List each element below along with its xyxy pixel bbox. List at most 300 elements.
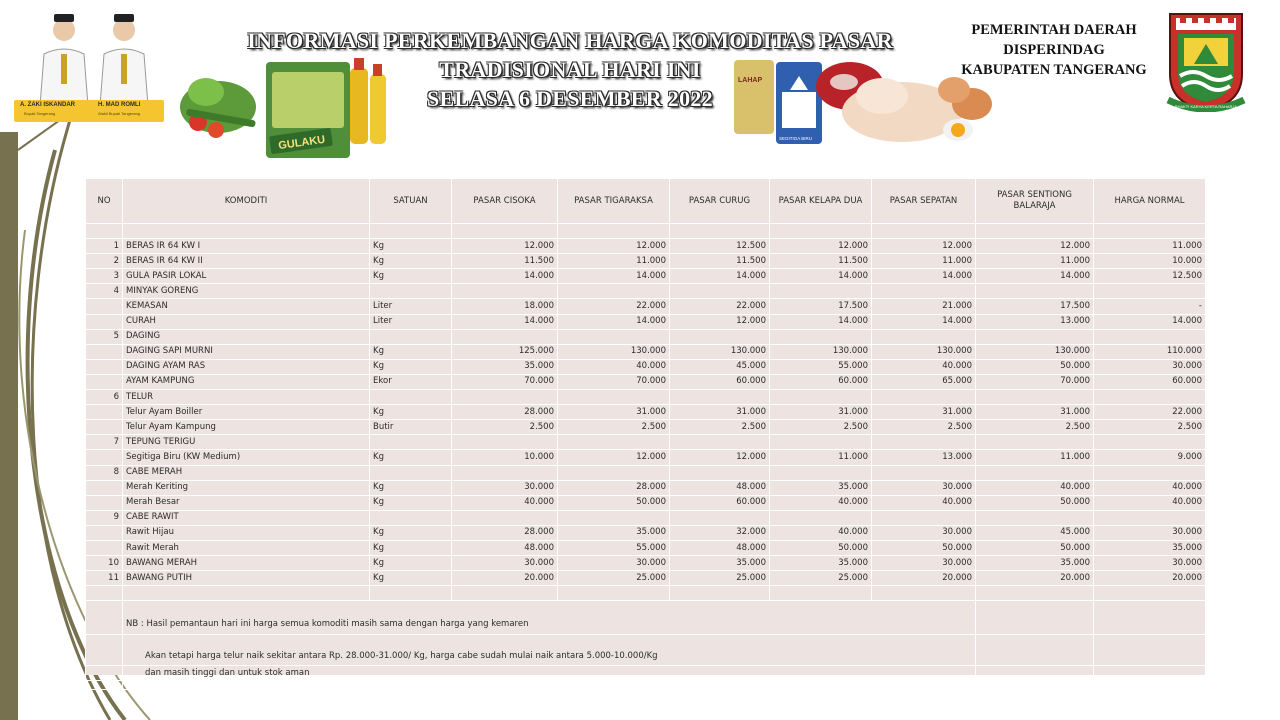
table-cell: 10.000 [1094, 254, 1206, 269]
table-cell: 60.000 [670, 374, 770, 389]
table-cell [1094, 284, 1206, 299]
table-cell: 12.000 [976, 239, 1094, 254]
table-cell: KEMASAN [123, 299, 370, 314]
table-cell [558, 435, 670, 450]
table-cell [670, 284, 770, 299]
table-cell: 45.000 [670, 359, 770, 374]
emblem-motto: BHAKTI KARYA KERTA RAHARJA [1174, 104, 1238, 109]
title-line-2: TRADISIONAL HARI INI [439, 57, 701, 82]
table-cell: 125.000 [452, 344, 558, 359]
table-row [86, 359, 1206, 374]
table-cell: 12.000 [770, 239, 872, 254]
table-cell: 31.000 [558, 405, 670, 420]
table-cell [976, 224, 1094, 239]
official-role-1: Bupati Tangerang [24, 111, 56, 116]
table-cell: 14.000 [558, 269, 670, 284]
table-cell: 12.500 [1094, 269, 1206, 284]
note-text: NB : Hasil pemantaun hari ini harga semua komoditi masih sama dengan harga yang kemaren [123, 601, 976, 635]
table-row [86, 420, 1206, 435]
table-cell [770, 390, 872, 405]
table-cell [872, 224, 976, 239]
table-cell [452, 681, 558, 690]
table-cell [123, 224, 370, 239]
table-row [86, 681, 1206, 690]
column-header: NO [86, 179, 123, 224]
table-cell: 11.000 [558, 254, 670, 269]
table-cell [770, 510, 872, 525]
flour-brand-label: SEGITIGA BIRU [779, 136, 813, 141]
table-cell: 14.000 [976, 269, 1094, 284]
table-cell: 35.000 [1094, 540, 1206, 555]
table-cell: 10.000 [452, 450, 558, 465]
table-cell [370, 465, 452, 480]
table-cell: Kg [370, 540, 452, 555]
table-cell: 8 [86, 465, 123, 480]
table-cell [976, 390, 1094, 405]
table-cell: 2.500 [670, 420, 770, 435]
table-cell: 12.000 [558, 239, 670, 254]
column-header: HARGA NORMAL [1094, 179, 1206, 224]
table-row [86, 299, 1206, 314]
table-cell: 14.000 [770, 269, 872, 284]
table-cell: Kg [370, 450, 452, 465]
table-cell: AYAM KAMPUNG [123, 374, 370, 389]
gov-line-3: KABUPATEN TANGERANG [961, 62, 1147, 78]
table-row [86, 540, 1206, 555]
note-spacer-cell [86, 601, 123, 635]
table-cell: 2.500 [558, 420, 670, 435]
column-header: PASAR SENTIONG BALARAJA [976, 179, 1094, 224]
table-cell [1094, 390, 1206, 405]
table-cell: Liter [370, 299, 452, 314]
table-cell: BERAS IR 64 KW I [123, 239, 370, 254]
table-cell [370, 224, 452, 239]
note-spacer-cell [1094, 601, 1206, 635]
table-cell: 130.000 [976, 344, 1094, 359]
table-cell [558, 284, 670, 299]
table-cell [670, 586, 770, 601]
table-cell: 2.500 [976, 420, 1094, 435]
table-cell: Kg [370, 405, 452, 420]
table-cell [670, 390, 770, 405]
table-cell: Telur Ayam Boiller [123, 405, 370, 420]
table-row [86, 405, 1206, 420]
table-cell [670, 435, 770, 450]
table-row [86, 571, 1206, 586]
column-header: SATUAN [370, 179, 452, 224]
table-row [86, 329, 1206, 344]
table-cell [452, 465, 558, 480]
table-cell: 130.000 [872, 344, 976, 359]
table-cell [452, 586, 558, 601]
sugar-brand-label: GULAKU [277, 133, 326, 153]
rice-brand-label: LAHAP [738, 77, 763, 84]
table-cell: 35.000 [976, 556, 1094, 571]
table-cell [770, 681, 872, 690]
table-cell [86, 540, 123, 555]
note-spacer-cell [976, 601, 1094, 635]
table-cell: 14.000 [670, 269, 770, 284]
table-cell: 18.000 [452, 299, 558, 314]
table-cell: 14.000 [1094, 314, 1206, 329]
table-cell: 7 [86, 435, 123, 450]
table-cell: 65.000 [872, 374, 976, 389]
table-cell [86, 359, 123, 374]
table-cell [452, 435, 558, 450]
table-cell [976, 435, 1094, 450]
table-cell [370, 586, 452, 601]
table-cell [976, 586, 1094, 601]
table-cell: 12.500 [670, 239, 770, 254]
table-cell [558, 390, 670, 405]
table-cell: Merah Besar [123, 495, 370, 510]
table-cell: 2.500 [770, 420, 872, 435]
commodity-price-table [85, 178, 1206, 690]
table-cell [1094, 329, 1206, 344]
table-cell: 11 [86, 571, 123, 586]
table-cell: 25.000 [558, 571, 670, 586]
table-cell: 12.000 [558, 450, 670, 465]
table-row [86, 525, 1206, 540]
table-cell: 40.000 [1094, 495, 1206, 510]
table-cell: 25.000 [770, 571, 872, 586]
table-cell [976, 284, 1094, 299]
table-cell: - [1094, 299, 1206, 314]
table-cell [370, 329, 452, 344]
table-cell: 10 [86, 556, 123, 571]
table-cell: 32.000 [670, 525, 770, 540]
note-spacer-cell [86, 666, 123, 681]
table-cell: 12.000 [452, 239, 558, 254]
official-name-2: H. MAD ROMLI [98, 102, 141, 108]
table-cell: 40.000 [976, 480, 1094, 495]
table-cell: 60.000 [670, 495, 770, 510]
table-cell: 50.000 [872, 540, 976, 555]
table-cell [123, 586, 370, 601]
table-cell [370, 435, 452, 450]
table-cell [86, 299, 123, 314]
kabupaten-tangerang-emblem-icon [1164, 8, 1248, 112]
gov-line-2: DISPERINDAG [1003, 42, 1105, 58]
table-cell: 35.000 [770, 556, 872, 571]
table-cell [670, 329, 770, 344]
table-cell: 50.000 [976, 359, 1094, 374]
table-cell: BERAS IR 64 KW II [123, 254, 370, 269]
table-cell: 11.500 [452, 254, 558, 269]
table-cell [86, 480, 123, 495]
table-cell [770, 465, 872, 480]
table-cell [976, 681, 1094, 690]
table-cell: 14.000 [452, 269, 558, 284]
table-cell: 2.500 [452, 420, 558, 435]
title-line-1: INFORMASI PERKEMBANGAN HARGA KOMODITAS PASAR [247, 28, 893, 53]
column-header: PASAR CISOKA [452, 179, 558, 224]
table-cell: 40.000 [770, 525, 872, 540]
table-cell: 6 [86, 390, 123, 405]
table-cell: 60.000 [1094, 374, 1206, 389]
note-row [86, 666, 1206, 681]
table-cell: 11.500 [770, 254, 872, 269]
table-cell [370, 681, 452, 690]
table-cell: 50.000 [976, 495, 1094, 510]
table-cell: 70.000 [558, 374, 670, 389]
table-cell: 20.000 [976, 571, 1094, 586]
table-cell: 20.000 [1094, 571, 1206, 586]
table-cell [558, 329, 670, 344]
table-cell: 17.500 [770, 299, 872, 314]
table-cell: 22.000 [1094, 405, 1206, 420]
table-cell [370, 390, 452, 405]
table-cell [452, 284, 558, 299]
table-cell [1094, 465, 1206, 480]
note-text: Akan tetapi harga telur naik sekitar antara Rp. 28.000-31.000/ Kg, harga cabe sudah mulai naik antara 5.000-10.000/Kg [123, 635, 976, 666]
table-row [86, 224, 1206, 239]
table-cell [558, 465, 670, 480]
table-cell [86, 681, 123, 690]
table-cell: 40.000 [452, 495, 558, 510]
column-header: PASAR TIGARAKSA [558, 179, 670, 224]
table-cell: 31.000 [976, 405, 1094, 420]
table-cell [670, 510, 770, 525]
table-row [86, 586, 1206, 601]
table-cell [872, 435, 976, 450]
table-cell: 11.000 [1094, 239, 1206, 254]
note-spacer-cell [976, 635, 1094, 666]
table-cell: 50.000 [558, 495, 670, 510]
table-cell: Butir [370, 420, 452, 435]
table-cell [1094, 681, 1206, 690]
table-cell [872, 510, 976, 525]
table-cell: 110.000 [1094, 344, 1206, 359]
table-cell: Rawit Hijau [123, 525, 370, 540]
table-cell [670, 224, 770, 239]
table-cell: Kg [370, 495, 452, 510]
table-cell [1094, 224, 1206, 239]
table-cell: Kg [370, 239, 452, 254]
table-cell: 30.000 [1094, 556, 1206, 571]
table-cell [86, 314, 123, 329]
table-cell [86, 420, 123, 435]
table-row [86, 284, 1206, 299]
table-cell [976, 329, 1094, 344]
table-cell: 30.000 [1094, 525, 1206, 540]
table-cell: DAGING SAPI MURNI [123, 344, 370, 359]
table-cell: DAGING AYAM RAS [123, 359, 370, 374]
table-cell: 25.000 [670, 571, 770, 586]
table-cell: 9 [86, 510, 123, 525]
table-cell: 3 [86, 269, 123, 284]
table-cell: 30.000 [452, 556, 558, 571]
table-cell: 5 [86, 329, 123, 344]
table-row [86, 480, 1206, 495]
table-cell: 35.000 [452, 359, 558, 374]
table-cell [86, 450, 123, 465]
table-cell: 35.000 [670, 556, 770, 571]
table-cell: 40.000 [872, 495, 976, 510]
table-cell: Kg [370, 344, 452, 359]
table-cell [86, 374, 123, 389]
table-cell [86, 525, 123, 540]
table-cell: Ekor [370, 374, 452, 389]
table-cell [123, 681, 370, 690]
government-label [946, 20, 1162, 80]
table-cell [872, 681, 976, 690]
table-cell [86, 224, 123, 239]
table-row [86, 344, 1206, 359]
table-cell: 11.000 [976, 450, 1094, 465]
table-cell: 30.000 [872, 556, 976, 571]
table-cell [1094, 435, 1206, 450]
table-cell: 40.000 [872, 359, 976, 374]
table-cell [558, 510, 670, 525]
table-cell: 14.000 [872, 269, 976, 284]
officials-caption [14, 100, 164, 122]
column-header: PASAR SEPATAN [872, 179, 976, 224]
table-cell: 40.000 [1094, 480, 1206, 495]
table-cell: 12.000 [872, 239, 976, 254]
table-header-row [86, 179, 1206, 224]
table-row [86, 390, 1206, 405]
table-cell: 2.500 [1094, 420, 1206, 435]
table-row [86, 314, 1206, 329]
table-cell: 28.000 [558, 480, 670, 495]
table-cell: 70.000 [452, 374, 558, 389]
official-name-1: A. ZAKI ISKANDAR [20, 102, 75, 108]
note-spacer-cell [86, 635, 123, 666]
table-cell [86, 495, 123, 510]
table-cell: CURAH [123, 314, 370, 329]
column-header: KOMODITI [123, 179, 370, 224]
note-row [86, 601, 1206, 635]
table-cell: TELUR [123, 390, 370, 405]
table-cell: 60.000 [770, 374, 872, 389]
table-cell [872, 586, 976, 601]
table-cell: 35.000 [770, 480, 872, 495]
table-cell: 30.000 [872, 525, 976, 540]
table-cell: 48.000 [452, 540, 558, 555]
note-row [86, 635, 1206, 666]
table-cell: 17.500 [976, 299, 1094, 314]
table-cell: 70.000 [976, 374, 1094, 389]
table-cell [872, 329, 976, 344]
table-cell: 1 [86, 239, 123, 254]
table-cell [770, 329, 872, 344]
table-cell [1094, 586, 1206, 601]
table-cell: 40.000 [558, 359, 670, 374]
table-cell: 21.000 [872, 299, 976, 314]
table-cell: 11.000 [976, 254, 1094, 269]
table-cell: GULA PASIR LOKAL [123, 269, 370, 284]
gov-line-1: PEMERINTAH DAERAH [971, 22, 1137, 38]
table-cell: 4 [86, 284, 123, 299]
table-cell: 28.000 [452, 405, 558, 420]
table-cell: CABE RAWIT [123, 510, 370, 525]
table-cell [770, 586, 872, 601]
table-cell [872, 465, 976, 480]
table-cell: Kg [370, 359, 452, 374]
table-cell [452, 224, 558, 239]
table-cell [872, 284, 976, 299]
table-cell [452, 329, 558, 344]
table-cell: 12.000 [670, 314, 770, 329]
column-header: PASAR KELAPA DUA [770, 179, 872, 224]
table-cell: 20.000 [452, 571, 558, 586]
table-cell: 130.000 [670, 344, 770, 359]
table-cell: 55.000 [558, 540, 670, 555]
table-cell: Liter [370, 314, 452, 329]
table-cell: 50.000 [770, 540, 872, 555]
table-cell: Kg [370, 480, 452, 495]
title-line-3: SELASA 6 DESEMBER 2022 [427, 86, 713, 111]
table-cell: 14.000 [452, 314, 558, 329]
table-cell [558, 586, 670, 601]
table-cell: 12.000 [670, 450, 770, 465]
table-cell: Telur Ayam Kampung [123, 420, 370, 435]
table-cell: 35.000 [558, 525, 670, 540]
table-cell: 11.500 [670, 254, 770, 269]
table-row [86, 239, 1206, 254]
table-cell [976, 510, 1094, 525]
table-cell: 130.000 [770, 344, 872, 359]
table-cell: 11.000 [872, 254, 976, 269]
table-cell: 30.000 [558, 556, 670, 571]
table-cell: 30.000 [1094, 359, 1206, 374]
table-cell: 50.000 [976, 540, 1094, 555]
table-cell [370, 510, 452, 525]
table-row [86, 269, 1206, 284]
table-cell: 13.000 [872, 450, 976, 465]
table-cell: 55.000 [770, 359, 872, 374]
table-cell [86, 344, 123, 359]
table-cell: 31.000 [872, 405, 976, 420]
table-cell [770, 435, 872, 450]
table-cell [770, 224, 872, 239]
table-cell: 45.000 [976, 525, 1094, 540]
table-row [86, 254, 1206, 269]
table-row [86, 465, 1206, 480]
table-cell: Segitiga Biru (KW Medium) [123, 450, 370, 465]
table-cell: 48.000 [670, 540, 770, 555]
table-cell [558, 224, 670, 239]
table-cell: 130.000 [558, 344, 670, 359]
table-row [86, 556, 1206, 571]
table-row [86, 450, 1206, 465]
table-cell [670, 465, 770, 480]
table-cell [1094, 510, 1206, 525]
table-cell: 40.000 [770, 495, 872, 510]
table-cell: 22.000 [558, 299, 670, 314]
table-cell: 2.500 [872, 420, 976, 435]
table-row [86, 495, 1206, 510]
table-cell [370, 284, 452, 299]
table-cell: 31.000 [670, 405, 770, 420]
table-cell: Kg [370, 571, 452, 586]
table-row [86, 374, 1206, 389]
table-cell [670, 681, 770, 690]
table-body [86, 224, 1206, 690]
table-cell: 14.000 [558, 314, 670, 329]
table-cell [86, 586, 123, 601]
table-cell: Kg [370, 556, 452, 571]
table-cell: Kg [370, 254, 452, 269]
table-cell [86, 405, 123, 420]
table-cell: Rawit Merah [123, 540, 370, 555]
table-cell: 22.000 [670, 299, 770, 314]
table-cell [452, 510, 558, 525]
table-cell: 14.000 [770, 314, 872, 329]
table-row [86, 435, 1206, 450]
note-spacer-cell [976, 666, 1094, 681]
